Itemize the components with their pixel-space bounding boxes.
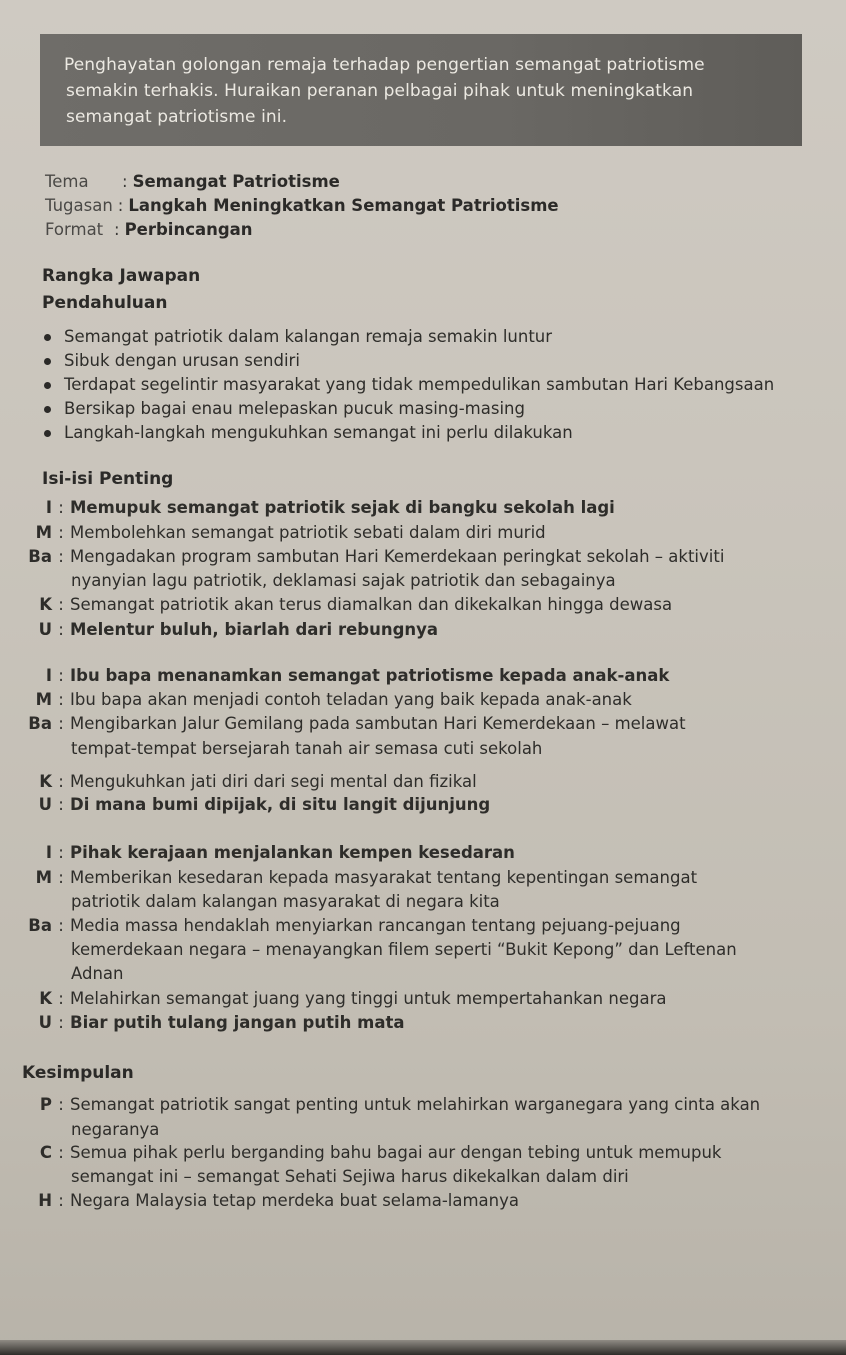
tema-value: Semangat Patriotisme <box>132 172 340 191</box>
block3-row-ba: Ba : Media massa hendaklah menyiarkan rancangan tentang pejuang-pejuang <box>28 916 681 935</box>
block2-row-m: M : Ibu bapa akan menjadi contoh teladan yang baik kepada anak-anak <box>35 690 632 709</box>
block2-i-text: Ibu bapa menanamkan semangat patriotisme kepada anak-anak <box>70 666 670 685</box>
kesimpulan-row-c: C : Semua pihak perlu berganding bahu bagai aur dengan tebing untuk memupuk <box>39 1143 722 1162</box>
kesimpulan-p-text: Semangat patriotik sangat penting untuk melahirkan warganegara yang cinta akan <box>70 1095 761 1114</box>
kesimpulan-row-h: H : Negara Malaysia tetap merdeka buat selama-lamanya <box>38 1191 519 1210</box>
list-item: Langkah-langkah mengukuhkan semangat ini perlu dilakukan <box>42 421 774 445</box>
block1-row-ba: Ba : Mengadakan program sambutan Hari Kemerdekaan peringkat sekolah – aktiviti <box>28 547 725 566</box>
list-item: Sibuk dengan urusan sendiri <box>42 349 774 373</box>
bullet-icon <box>44 382 51 389</box>
block1-m-text: Membolehkan semangat patriotik sebati dalam diri murid <box>70 523 546 542</box>
isi-heading: Isi-isi Penting <box>42 469 174 489</box>
question-box <box>40 34 802 146</box>
question-line-1: Penghayatan golongan remaja terhadap pengertian semangat patriotisme <box>64 55 705 75</box>
block1-k-text: Semangat patriotik akan terus diamalkan dan dikekalkan hingga dewasa <box>70 595 673 614</box>
block2-row-u: U : Di mana bumi dipijak, di situ langit dijunjung <box>38 795 491 814</box>
block1-u-text: Melentur buluh, biarlah dari rebungnya <box>70 620 439 639</box>
block3-u-text: Biar putih tulang jangan putih mata <box>70 1013 405 1032</box>
kesimpulan-p-cont: negaranya <box>71 1120 160 1139</box>
kesimpulan-h-text: Negara Malaysia tetap merdeka buat selama-lamanya <box>70 1191 519 1210</box>
block3-m-text: Memberikan kesedaran kepada masyarakat tentang kepentingan semangat <box>70 868 698 887</box>
list-item: Bersikap bagai enau melepaskan pucuk masing-masing <box>42 397 774 421</box>
block3-row-u: U : Biar putih tulang jangan putih mata <box>38 1013 405 1032</box>
block3-row-k: K : Melahirkan semangat juang yang tinggi untuk mempertahankan negara <box>39 989 667 1008</box>
block3-row-i: I : Pihak kerajaan menjalankan kempen kesedaran <box>45 843 515 862</box>
bullet-icon <box>44 334 51 341</box>
block1-row-u: U : Melentur buluh, biarlah dari rebungnya <box>38 620 439 639</box>
block3-ba-cont: kemerdekaan negara – menayangkan filem seperti “Bukit Kepong” dan Leftenan <box>71 940 737 959</box>
kesimpulan-row-p: P : Semangat patriotik sangat penting untuk melahirkan warganegara yang cinta akan <box>39 1095 761 1114</box>
block2-row-k: K : Mengukuhkan jati diri dari segi mental dan fizikal <box>39 772 477 791</box>
block2-k-text: Mengukuhkan jati diri dari segi mental dan fizikal <box>70 772 477 791</box>
pendahuluan-list <box>42 325 774 445</box>
block2-row-ba: Ba : Mengibarkan Jalur Gemilang pada sambutan Hari Kemerdekaan – melawat <box>28 714 686 733</box>
tugasan-label: Tugasan <box>45 196 113 215</box>
block3-i-text: Pihak kerajaan menjalankan kempen kesedaran <box>70 843 515 862</box>
kesimpulan-c-text: Semua pihak perlu berganding bahu bagai aur dengan tebing untuk memupuk <box>70 1143 722 1162</box>
block3-ba-cont2: Adnan <box>71 964 124 983</box>
format-value: Perbincangan <box>124 220 253 239</box>
block1-ba-text: Mengadakan program sambutan Hari Kemerdekaan peringkat sekolah – aktiviti <box>70 547 725 566</box>
bullet-icon <box>44 430 51 437</box>
meta-tema: Tema : Semangat Patriotisme <box>45 172 340 191</box>
block1-ba-cont: nyanyian lagu patriotik, deklamasi sajak patriotik dan sebagainya <box>71 571 616 590</box>
tema-label: Tema <box>45 172 89 191</box>
kesimpulan-heading: Kesimpulan <box>22 1063 134 1083</box>
bullet-icon <box>44 358 51 365</box>
list-item: Terdapat segelintir masyarakat yang tidak mempedulikan sambutan Hari Kebangsaan <box>42 373 774 397</box>
block2-u-text: Di mana bumi dipijak, di situ langit dijunjung <box>70 795 491 814</box>
bullet-icon <box>44 406 51 413</box>
kesimpulan-c-cont: semangat ini – semangat Sehati Sejiwa harus dikekalkan dalam diri <box>71 1167 629 1186</box>
block3-row-m: M : Memberikan kesedaran kepada masyarakat tentang kepentingan semangat <box>35 868 698 887</box>
block3-m-cont: patriotik dalam kalangan masyarakat di negara kita <box>71 892 500 911</box>
block1-row-k: K : Semangat patriotik akan terus diamalkan dan dikekalkan hingga dewasa <box>39 595 673 614</box>
block2-row-i: I : Ibu bapa menanamkan semangat patriotisme kepada anak-anak <box>45 666 670 685</box>
block1-row-m: M : Membolehkan semangat patriotik sebati dalam diri murid <box>35 523 546 542</box>
block3-k-text: Melahirkan semangat juang yang tinggi untuk mempertahankan negara <box>70 989 667 1008</box>
block2-m-text: Ibu bapa akan menjadi contoh teladan yang baik kepada anak-anak <box>70 690 632 709</box>
list-item: Semangat patriotik dalam kalangan remaja semakin luntur <box>42 325 774 349</box>
tugasan-value: Langkah Meningkatkan Semangat Patriotisme <box>128 196 559 215</box>
meta-format: Format : Perbincangan <box>45 220 253 239</box>
block1-i-text: Memupuk semangat patriotik sejak di bangku sekolah lagi <box>70 498 615 517</box>
bottom-shadow <box>0 1340 846 1355</box>
pendahuluan-heading: Pendahuluan <box>42 293 168 313</box>
block1-row-i: I : Memupuk semangat patriotik sejak di bangku sekolah lagi <box>45 498 615 517</box>
rangka-heading: Rangka Jawapan <box>42 266 201 286</box>
format-label: Format <box>45 220 104 239</box>
block3-ba-text: Media massa hendaklah menyiarkan rancangan tentang pejuang-pejuang <box>70 916 681 935</box>
block2-ba-text: Mengibarkan Jalur Gemilang pada sambutan Hari Kemerdekaan – melawat <box>70 714 686 733</box>
block2-ba-cont: tempat-tempat bersejarah tanah air semasa cuti sekolah <box>71 739 543 758</box>
question-line-3: semangat patriotisme ini. <box>66 107 288 127</box>
question-line-2: semakin terhakis. Huraikan peranan pelbagai pihak untuk meningkatkan <box>66 81 694 101</box>
meta-tugasan: Tugasan : Langkah Meningkatkan Semangat Patriotisme <box>45 196 559 215</box>
